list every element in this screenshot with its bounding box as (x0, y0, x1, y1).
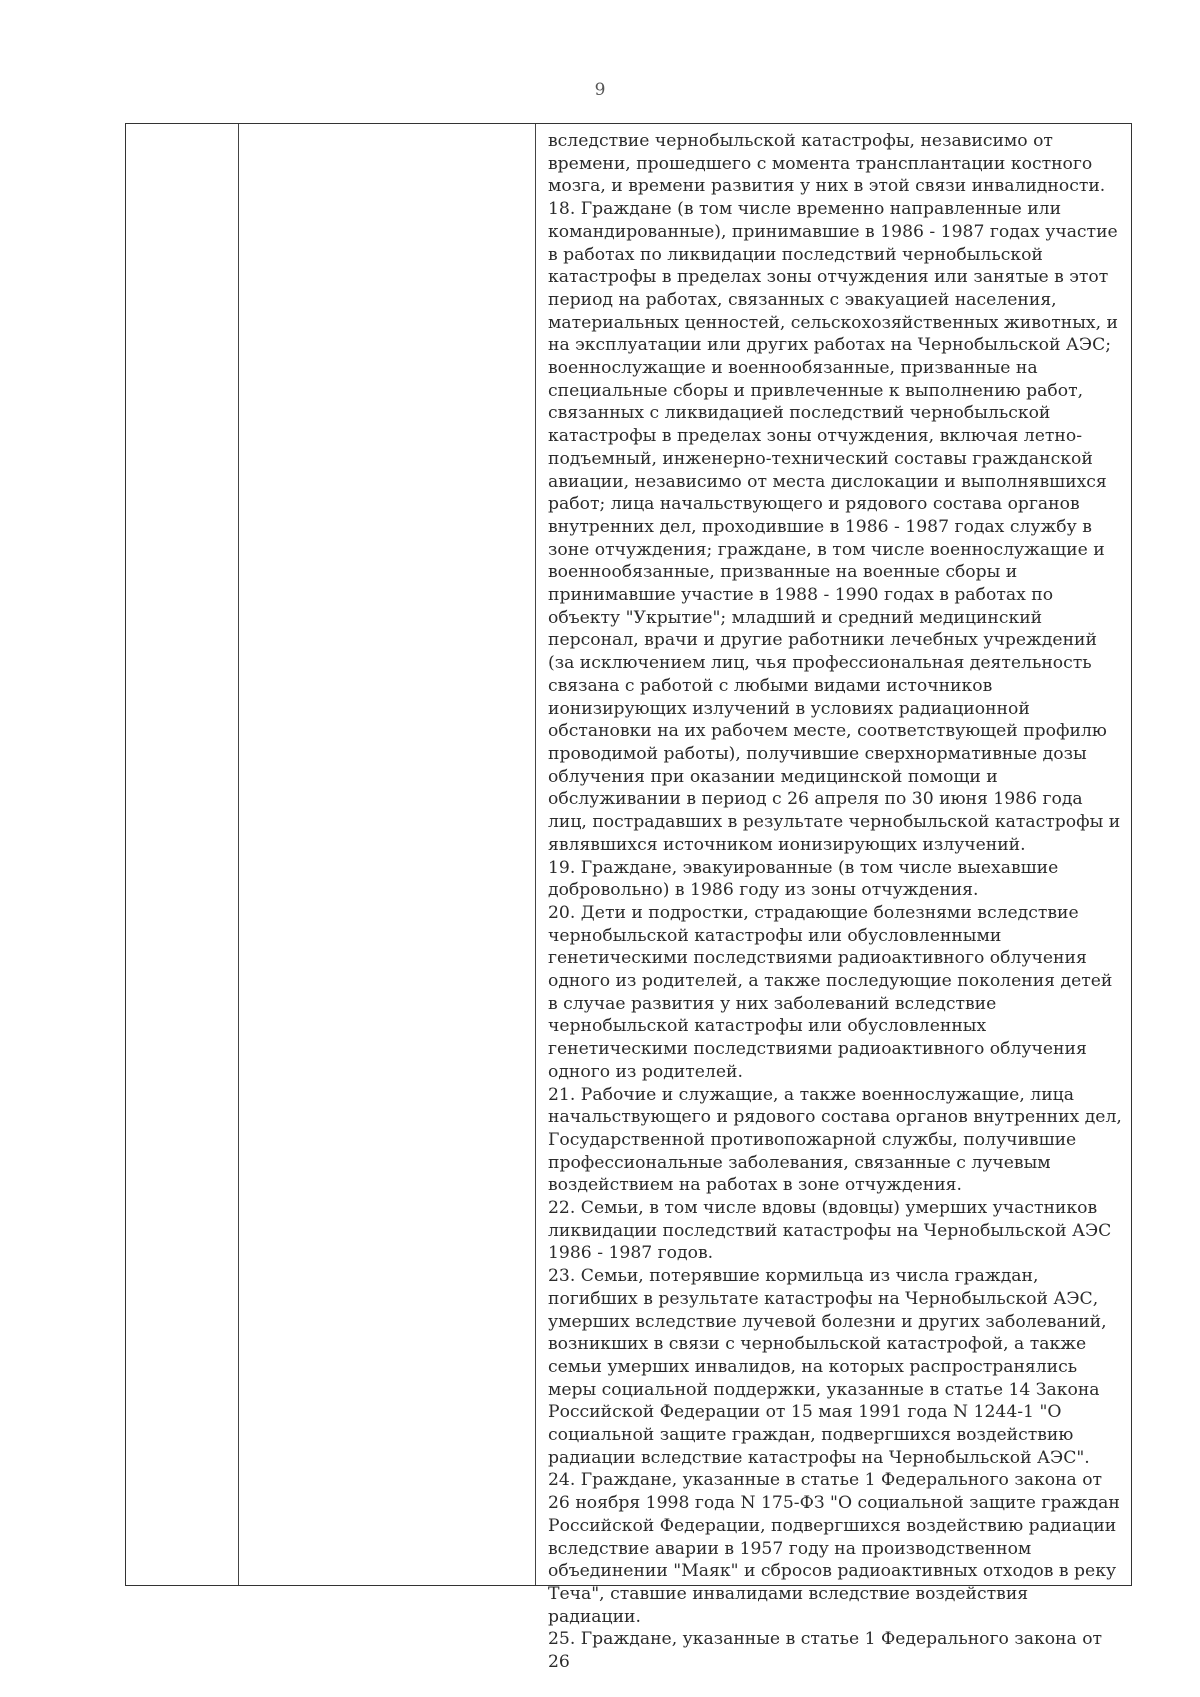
paragraph-item-24: 24. Граждане, указанные в статье 1 Федерального закона от 26 ноября 1998 года N 175-ФЗ "О социальной защите граждан Российской Федерации, подвергшихся воздействию радиации вследствие аварии в 1957 году на производственном объединении "Маяк" и сбросов радиоактивных отходов в реку Теча", ставшие инвалидами вследствие воздействия радиации. (548, 1470, 1120, 1627)
paragraph-item-19: 19. Граждане, эвакуированные (в том числе выехавшие добровольно) в 1986 году из зоны отчуждения. (548, 857, 1059, 901)
table-column-1 (126, 124, 239, 1585)
paragraph-item-20: 20. Дети и подростки, страдающие болезнями вследствие чернобыльской катастрофы или обусловленными генетическими последствиями радиоактивного облучения одного из родителей, а также последующие поколения детей в случае развития у них заболеваний вследствие чернобыльской катастрофы или обусловленных генетическими последствиями радиоактивного облучения одного из родителей. (548, 902, 1113, 1082)
table-column-3 (536, 124, 1131, 1673)
paragraph-item-21: 21. Рабочие и служащие, а также военнослужащие, лица начальствующего и рядового состава органов внутренних дел, Государственной противопожарной службы, получившие профессиональные заболевания, связанные с лучевым воздействием на работах в зоне отчуждения. (548, 1084, 1122, 1196)
paragraph-continuation: вследствие чернобыльской катастрофы, независимо от времени, прошедшего с момента трансплантации костного мозга, и времени развития у них в этой связи инвалидности. (548, 131, 1106, 197)
table-column-2 (239, 124, 536, 1585)
table-cell-text (548, 130, 1125, 1674)
page-number: 9 (594, 80, 606, 100)
paragraph-item-25: 25. Граждане, указанные в статье 1 Федерального закона от 26 (548, 1629, 1103, 1673)
paragraph-item-22: 22. Семьи, в том числе вдовы (вдовцы) умерших участников ликвидации последствий катастрофы на Чернобыльской АЭС 1986 - 1987 годов. (548, 1198, 1112, 1264)
paragraph-item-18: 18. Граждане (в том числе временно направленные или командированные), принимавшие в 1986 - 1987 годах участие в работах по ликвидации последствий чернобыльской катастрофы в пределах зоны отчуждения или занятые в этот период на работах, связанных с эвакуацией населения, материальных ценностей, сельскохозяйственных животных, и на эксплуатации или других работах на Чернобыльской АЭС; военнослужащие и военнообязанные, призванные на специальные сборы и привлеченные к выполнению работ, связанных с ликвидацией последствий чернобыльской катастрофы в пределах зоны отчуждения, включая летно-подъемный, инженерно-технический составы гражданской авиации, независимо от места дислокации и выполнявшихся работ; лица начальствующего и рядового состава органов внутренних дел, проходившие в 1986 - 1987 годах службу в зоне отчуждения; граждане, в том числе военнослужащие и военнообязанные, призванные на военные сборы и принимавшие участие в 1988 - 1990 годах в работах по объекту "Укрытие"; младший и средний медицинский персонал, врачи и другие работники лечебных учреждений (за исключением лиц, чья профессиональная деятельность связана с работой с любыми видами источников ионизирующих излучений в условиях радиационной обстановки на их рабочем месте, соответствующей профилю проводимой работы), получившие сверхнормативные дозы облучения при оказании медицинской помощи и обслуживании в период с 26 апреля по 30 июня 1986 года лиц, пострадавших в результате чернобыльской катастрофы и являвшихся источником ионизирующих излучений. (548, 199, 1121, 855)
document-table (125, 123, 1132, 1673)
paragraph-item-23: 23. Семьи, потерявшие кормильца из числа граждан, погибших в результате катастрофы на Чернобыльской АЭС, умерших вследствие лучевой болезни и других заболеваний, возникших в связи с чернобыльской катастрофой, а также семьи умерших инвалидов, на которых распространялись меры социальной поддержки, указанные в статье 14 Закона Российской Федерации от 15 мая 1991 года N 1244-1 "О социальной защите граждан, подвергшихся воздействию радиации вследствие катастрофы на Чернобыльской АЭС". (548, 1266, 1107, 1468)
